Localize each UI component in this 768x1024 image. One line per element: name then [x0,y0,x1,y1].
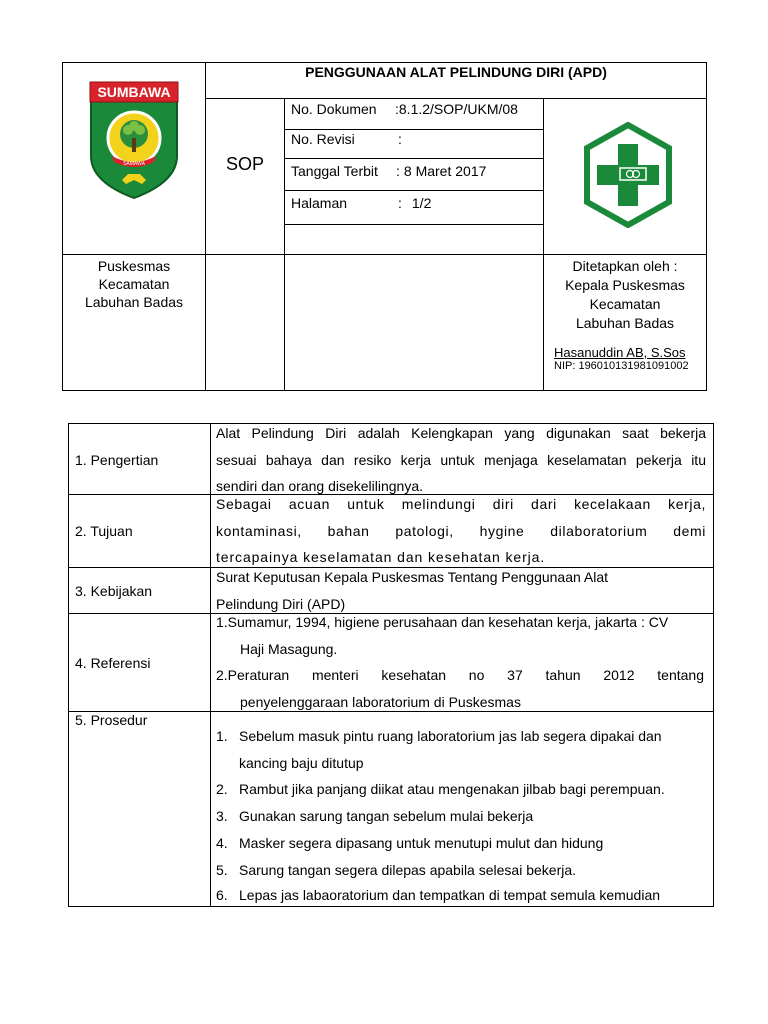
pengertian-line: sesuai bahaya dan resiko kerja untuk menjaga keselamatan pekerja itu [216,452,706,468]
rule [68,494,714,495]
rule [284,158,544,159]
rule [284,190,544,191]
section-label-referensi: 4. Referensi [75,655,151,671]
list-item-text: Lepas jas labaoratorium dan tempatkan di tempat semula kemudian [239,887,661,903]
section-label-prosedur: 5. Prosedur [75,712,148,728]
signer-nip: NIP: 196010131981091002 [554,360,689,372]
list-item-text: Sarung tangan segera dilepas apabila selesai bekerja. [239,862,577,878]
puskesmas-logo-icon [583,122,673,228]
approval-line: Labuhan Badas [575,315,675,331]
org-name [63,257,205,311]
meta-row-document-number [291,101,518,117]
rule [68,423,714,424]
meta-key: Halaman [291,195,348,211]
meta-key: Tanggal Terbit [291,163,378,179]
list-item-number: 3. [216,808,228,824]
list-item-number: 5. [216,862,228,878]
rule [68,711,714,712]
meta-separator: : [396,163,400,179]
rule [713,423,714,907]
section-label-kebijakan: 3. Kebijakan [75,583,153,599]
list-item-number: 4. [216,835,228,851]
meta-key: No. Dokumen [291,101,377,117]
meta-separator: : [398,195,402,211]
list-item-text: Sebelum masuk pintu ruang laboratorium jas lab segera dipakai dan [239,728,662,744]
section-label-tujuan: 2. Tujuan [75,523,133,539]
tujuan-line: tercapainya keselamatan dan kesehatan kerja. [216,549,546,565]
meta-row-revision [291,131,402,147]
tujuan-line: Sebagai acuan untuk melindungi diri dari kecelakaan kerja, [216,496,706,512]
org-line: Labuhan Badas [84,294,184,310]
logo-ribbon-text: SAMAWA [123,161,145,167]
rule [284,129,544,130]
rule [68,423,69,907]
meta-row-page [291,195,431,211]
list-item-continuation: kancing baju ditutup [239,755,364,771]
org-line: Kecamatan [98,276,170,292]
approval-line: Kepala Puskesmas [565,277,685,293]
rule [62,62,707,63]
list-item-number: 1. [216,728,228,744]
list-item-number: 6. [216,887,228,903]
approval-line: Ditetapkan oleh : [572,258,678,274]
rule [62,254,707,255]
rule [706,62,707,391]
list-item-number: 2. [216,781,228,797]
org-line: Puskesmas [97,258,171,274]
meta-key: No. Revisi [291,131,355,147]
rule [284,98,285,391]
document-title: PENGGUNAAN ALAT PELINDUNG DIRI (APD) [305,64,607,80]
rule [62,390,707,391]
referensi-line: 1.Sumamur, 1994, higiene perusahaan dan kesehatan kerja, jakarta : CV [216,614,669,630]
rule [62,62,63,391]
referensi-line: penyelenggaraan laboratorium di Puskesmas [240,694,521,710]
rule [543,98,544,391]
meta-value: 8 Maret 2017 [403,163,487,179]
meta-separator: : [395,101,399,117]
sumbawa-logo-icon [88,80,180,200]
referensi-line: Haji Masagung. [240,641,338,657]
meta-row-issue-date [291,163,486,179]
list-item-text: Rambut jika panjang diikat atau mengenakan jilbab bagi perempuan. [239,781,665,797]
pengertian-line: sendiri dan orang disekelilingnya. [216,478,424,494]
rule [210,423,211,907]
rule [68,567,714,568]
rule [284,224,544,225]
logo-brand-text: SUMBAWA [97,84,171,100]
section-label-pengertian: 1. Pengertian [75,452,159,468]
signer-name: Hasanuddin AB, S.Sos [554,345,686,360]
kebijakan-line: Pelindung Diri (APD) [216,596,346,612]
pengertian-line: Alat Pelindung Diri adalah Kelengkapan yang digunakan saat bekerja [216,425,706,441]
list-item-text: Gunakan sarung tangan sebelum mulai bekerja [239,808,534,824]
meta-value: 1/2 [411,195,432,211]
referensi-line: 2.Peraturan menteri kesehatan no 37 tahun 2012 tentang [216,667,704,683]
sop-label: SOP [225,154,264,174]
tujuan-line: kontaminasi, bahan patologi, hygine dilaboratorium demi [216,523,706,539]
approval-block [544,257,706,333]
list-item-text: Masker segera dipasang untuk menutupi mulut dan hidung [239,835,604,851]
rule [205,98,707,99]
kebijakan-line: Surat Keputusan Kepala Puskesmas Tentang Penggunaan Alat [216,569,609,585]
meta-separator: : [398,131,402,147]
approval-line: Kecamatan [589,296,661,312]
rule [205,62,206,391]
meta-value: 8.1.2/SOP/UKM/08 [398,101,518,117]
rule [68,906,714,907]
